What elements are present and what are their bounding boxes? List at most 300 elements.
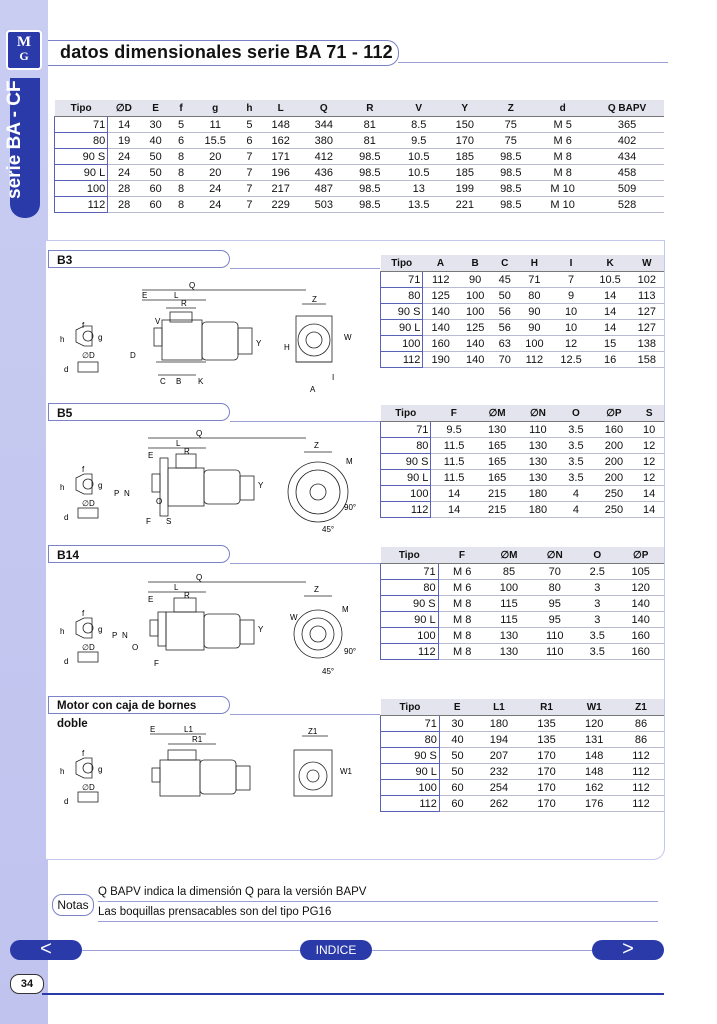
table-cell: 14 [591,320,630,336]
table-cell: 150 [443,117,486,133]
dim-label: 45° [322,525,335,534]
table-cell: 165 [477,438,518,454]
table-cell: 112 [618,796,664,812]
dim-label: R [184,447,190,456]
column-header: B [458,255,492,272]
table-cell: 200 [594,454,635,470]
table-cell: 98.5 [345,165,394,181]
dim-label: M [342,605,349,614]
table-cell: 10.5 [394,149,443,165]
table-cell: 130 [518,470,559,486]
table-cell: 70 [532,564,577,580]
dim-label: N [122,631,128,640]
table-cell: 11.5 [431,454,477,470]
table-b14 [380,547,664,660]
table-cell: 81 [345,117,394,133]
table-cell: 24 [108,149,140,165]
tipo-cell: 90 S [381,454,431,470]
table-cell: 90 [458,272,492,288]
table-cell: 13 [394,181,443,197]
table-cell: 98.5 [486,149,535,165]
table-row [381,336,665,352]
table-header-row [381,699,665,716]
table-cell: 4 [558,486,593,502]
dim-label: E [148,451,154,460]
table-cell: 110 [532,628,577,644]
table-row [381,288,665,304]
table-cell: 30 [439,716,475,732]
section-label-b14: B14 [48,545,230,563]
tipo-cell: 71 [381,716,440,732]
table-row [381,644,665,660]
column-header: L [259,100,302,117]
table-cell: 171 [259,149,302,165]
table-cell: M 8 [438,612,486,628]
table-row [381,320,665,336]
b3-motor-drawing [56,280,376,398]
table-cell: 12 [552,336,591,352]
column-header: d [535,100,590,117]
table-cell: 170 [523,780,571,796]
table-cell: 86 [618,732,664,748]
table-row [381,502,665,518]
table-cell: M 8 [438,644,486,660]
table-cell: 140 [458,352,492,368]
dim-label: Q [196,573,203,582]
dim-label: f [82,321,85,330]
table-cell: 120 [570,716,618,732]
table-cell: 40 [439,732,475,748]
column-header: ∅M [477,405,518,422]
dim-label: d [64,657,69,666]
table-cell: 250 [594,486,635,502]
table-cell: 56 [492,320,517,336]
page-rule [42,993,664,995]
column-header: O [577,547,617,564]
table-header-row [381,547,665,564]
table-cell: 75 [486,117,535,133]
dim-label: Y [258,625,264,634]
table-cell: 125 [458,320,492,336]
table-row [55,117,665,133]
table-row [381,748,665,764]
section-label-b5: B5 [48,403,230,421]
table-cell: 15.5 [191,133,240,149]
table-cell: 50 [140,165,171,181]
table-cell: 71 [517,272,551,288]
table-cell: 180 [518,486,559,502]
dim-label: R [181,299,187,308]
note-line-1: Q BAPV indica la dimensión Q para la versión BAPV [98,886,367,898]
tipo-cell: 100 [381,486,431,502]
section-line [230,268,380,269]
dim-label: Z [314,441,319,450]
column-header: L1 [475,699,523,716]
notes-box [48,880,664,928]
table-cell: M 10 [535,181,590,197]
table-cell: 60 [439,796,475,812]
table-cell: 6 [240,133,260,149]
page-number: 34 [10,974,44,994]
table-cell: 3.5 [558,470,593,486]
table-cell: 2.5 [577,564,617,580]
table-cell: 229 [259,197,302,213]
tipo-cell: 80 [381,288,423,304]
table-cell: 196 [259,165,302,181]
section-line [230,421,380,422]
dim-label: g [98,765,103,774]
tipo-cell: 90 L [381,612,439,628]
table-cell: 12 [634,454,664,470]
table-cell: 10.5 [394,165,443,181]
table-cell: 200 [594,438,635,454]
table-cell: 160 [617,628,664,644]
dim-label: ∅D [82,783,95,792]
table-cell: 98.5 [486,197,535,213]
table-cell: 131 [570,732,618,748]
table-cell: 45 [492,272,517,288]
table-row [381,780,665,796]
table-cell: 7 [240,197,260,213]
table-cell: 3.5 [577,628,617,644]
tipo-cell: 100 [381,336,423,352]
table-cell: 130 [477,422,518,438]
dim-label: N [124,489,130,498]
column-header: ∅N [532,547,577,564]
column-header: h [240,100,260,117]
tipo-cell: 71 [381,422,431,438]
table-cell: 115 [486,596,533,612]
table-cell: 7 [240,181,260,197]
dim-label: f [82,749,85,758]
table-cell: 148 [259,117,302,133]
table-cell: 60 [439,780,475,796]
table-cell: 130 [486,628,533,644]
b5-motor-drawing [56,428,376,540]
table-row [55,165,665,181]
dim-label: D [130,351,136,360]
table-cell: 200 [594,470,635,486]
table-motor-doble [380,699,664,812]
tipo-cell: 80 [381,580,439,596]
prev-page-button[interactable]: < [10,940,82,960]
table-cell: 12 [634,438,664,454]
table-row [381,716,665,732]
table-cell: 56 [492,304,517,320]
table-cell: 180 [518,502,559,518]
table-cell: 12.5 [552,352,591,368]
dim-label: L [174,291,179,300]
tipo-cell: 112 [381,502,431,518]
table-cell: 140 [423,304,458,320]
table-cell: 140 [617,612,664,628]
table-cell: 86 [618,716,664,732]
table-cell: 113 [630,288,664,304]
table-cell: 112 [618,748,664,764]
table-cell: 160 [617,644,664,660]
table-cell: 14 [634,486,664,502]
column-header: R [345,100,394,117]
table-cell: 7 [240,165,260,181]
table-cell: 165 [477,470,518,486]
table-cell: 11.5 [431,470,477,486]
column-header: Z1 [618,699,664,716]
notes-label: Notas [52,894,94,916]
dim-label: L [176,439,181,448]
table-cell: 90 [517,304,551,320]
table-cell: 170 [523,748,571,764]
column-header: ∅P [617,547,664,564]
section-label-doble: Motor con caja de bornes doble [48,696,230,714]
table-cell: 250 [594,502,635,518]
table-cell: 60 [140,181,171,197]
tipo-cell: 90 S [381,748,440,764]
tipo-cell: 71 [381,564,439,580]
dim-label: B [176,377,182,386]
table-cell: 436 [302,165,345,181]
table-cell: 100 [486,580,533,596]
table-cell: 30 [140,117,171,133]
column-header: Z [486,100,535,117]
next-page-button[interactable]: > [592,940,664,960]
dim-label: h [60,483,65,492]
section-label-b3: B3 [48,250,230,268]
table-cell: 176 [570,796,618,812]
column-header: S [634,405,664,422]
table-cell: 3 [577,596,617,612]
column-header: Tipo [381,547,439,564]
table-cell: 10 [634,422,664,438]
table-row [381,352,665,368]
table-cell: 217 [259,181,302,197]
table-cell: 112 [618,780,664,796]
dim-label: g [98,333,103,342]
table-cell: 135 [523,732,571,748]
table-cell: 158 [630,352,664,368]
tipo-cell: 112 [55,197,108,213]
table-cell: 95 [532,612,577,628]
dim-label: W1 [340,767,352,776]
column-header: V [394,100,443,117]
column-header: R1 [523,699,571,716]
table-cell: 115 [486,612,533,628]
table-row [381,486,665,502]
table-cell: 160 [423,336,458,352]
dim-label: E [150,725,156,734]
table-cell: 162 [259,133,302,149]
table-cell: 105 [617,564,664,580]
table-cell: M 8 [438,596,486,612]
column-header: A [423,255,458,272]
table-cell: 14 [431,502,477,518]
dim-label: S [166,517,172,526]
table-cell: 50 [439,764,475,780]
table-cell: 16 [591,352,630,368]
table-cell: 8.5 [394,117,443,133]
section-line [230,714,380,715]
table-cell: 102 [630,272,664,288]
table-cell: 8 [171,181,191,197]
dim-label: Q [189,281,196,290]
dim-label: K [198,377,204,386]
tipo-cell: 80 [381,438,431,454]
table-header-row [381,405,665,422]
table-cell: M 8 [438,628,486,644]
dim-label: E [142,291,148,300]
table-cell: 458 [590,165,664,181]
dim-label: ∅D [82,499,95,508]
column-header: f [171,100,191,117]
dim-label: O [132,643,139,652]
table-cell: 402 [590,133,664,149]
table-cell: M 8 [535,165,590,181]
table-cell: 80 [532,580,577,596]
tipo-cell: 112 [381,352,423,368]
table-cell: 8 [171,197,191,213]
table-row [55,149,665,165]
tipo-cell: 71 [381,272,423,288]
table-row [381,470,665,486]
table-cell: 60 [140,197,171,213]
note-rule [98,901,658,902]
table-cell: 5 [240,117,260,133]
table-b3 [380,255,664,368]
table-cell: 98.5 [486,165,535,181]
table-cell: 15 [591,336,630,352]
column-header: ∅D [108,100,140,117]
tipo-cell: 100 [381,628,439,644]
note-rule [98,921,658,922]
table-cell: 20 [191,165,240,181]
table-cell: 135 [523,716,571,732]
dim-label: W [290,613,298,622]
dim-label: h [60,335,65,344]
table-cell: 140 [458,336,492,352]
table-cell: 262 [475,796,523,812]
table-cell: 3.5 [558,438,593,454]
column-header: Tipo [55,100,108,117]
table-header-row [55,100,665,117]
table-cell: 162 [570,780,618,796]
table-cell: 170 [523,764,571,780]
table-cell: 24 [191,181,240,197]
table-cell: 50 [492,288,517,304]
table-header-row [381,255,665,272]
table-cell: 70 [492,352,517,368]
dim-label: Y [256,339,262,348]
dim-label: Z [314,585,319,594]
page-title: datos dimensionales serie BA 71 - 112 [60,42,393,62]
dim-label: f [82,609,85,618]
dim-label: O [156,497,163,506]
table-cell: 140 [423,320,458,336]
dim-label: V [155,317,161,326]
column-header: ∅M [486,547,533,564]
table-cell: 8 [171,165,191,181]
nav-line [82,950,300,951]
tipo-cell: 90 S [381,596,439,612]
table-cell: 215 [477,502,518,518]
table-cell: M 10 [535,197,590,213]
table-cell: 100 [458,288,492,304]
table-cell: 98.5 [345,181,394,197]
mgm-logo: M G [6,30,42,70]
table-cell: 28 [108,197,140,213]
table-cell: 487 [302,181,345,197]
dim-label: 90° [344,647,357,656]
column-header: Y [443,100,486,117]
table-cell: 254 [475,780,523,796]
tipo-cell: 112 [381,644,439,660]
column-header: F [438,547,486,564]
dim-label: H [284,343,290,352]
table-cell: 100 [517,336,551,352]
table-cell: 130 [518,454,559,470]
table-cell: 19 [108,133,140,149]
table-cell: M 8 [535,149,590,165]
dim-label: f [82,465,85,474]
table-cell: 190 [423,352,458,368]
index-button[interactable]: INDICE [300,940,372,960]
table-cell: 50 [140,149,171,165]
table-cell: 10 [552,320,591,336]
dim-label: 45° [322,667,335,676]
table-cell: 180 [475,716,523,732]
table-cell: 112 [517,352,551,368]
table-cell: 28 [108,181,140,197]
column-header: g [191,100,240,117]
table-cell: 194 [475,732,523,748]
dim-label: Y [258,481,264,490]
dim-label: d [64,797,69,806]
table-cell: 14 [591,288,630,304]
tipo-cell: 100 [381,780,440,796]
section-line [230,563,380,564]
dim-label: R [184,591,190,600]
table-cell: 232 [475,764,523,780]
table-row [381,272,665,288]
dim-label: Z [312,295,317,304]
tipo-cell: 71 [55,117,108,133]
table-cell: 10 [552,304,591,320]
table-cell: 110 [518,422,559,438]
table-cell: 14 [108,117,140,133]
table-cell: M 6 [535,133,590,149]
table-cell: 9.5 [394,133,443,149]
table-cell: 127 [630,304,664,320]
table-b5 [380,405,664,518]
table-row [381,422,665,438]
column-header: Q [302,100,345,117]
table-cell: 185 [443,165,486,181]
table-row [381,438,665,454]
column-header: I [552,255,591,272]
table-cell: 98.5 [345,197,394,213]
table-cell: 160 [594,422,635,438]
table-cell: 98.5 [345,149,394,165]
dim-label: h [60,767,65,776]
dim-label: C [160,377,166,386]
table-cell: 75 [486,133,535,149]
dim-label: h [60,627,65,636]
dim-label: 90° [344,503,357,512]
table-cell: 14 [431,486,477,502]
table-cell: 148 [570,748,618,764]
table-cell: 344 [302,117,345,133]
dim-label: M [346,457,353,466]
table-row [381,454,665,470]
table-cell: 138 [630,336,664,352]
